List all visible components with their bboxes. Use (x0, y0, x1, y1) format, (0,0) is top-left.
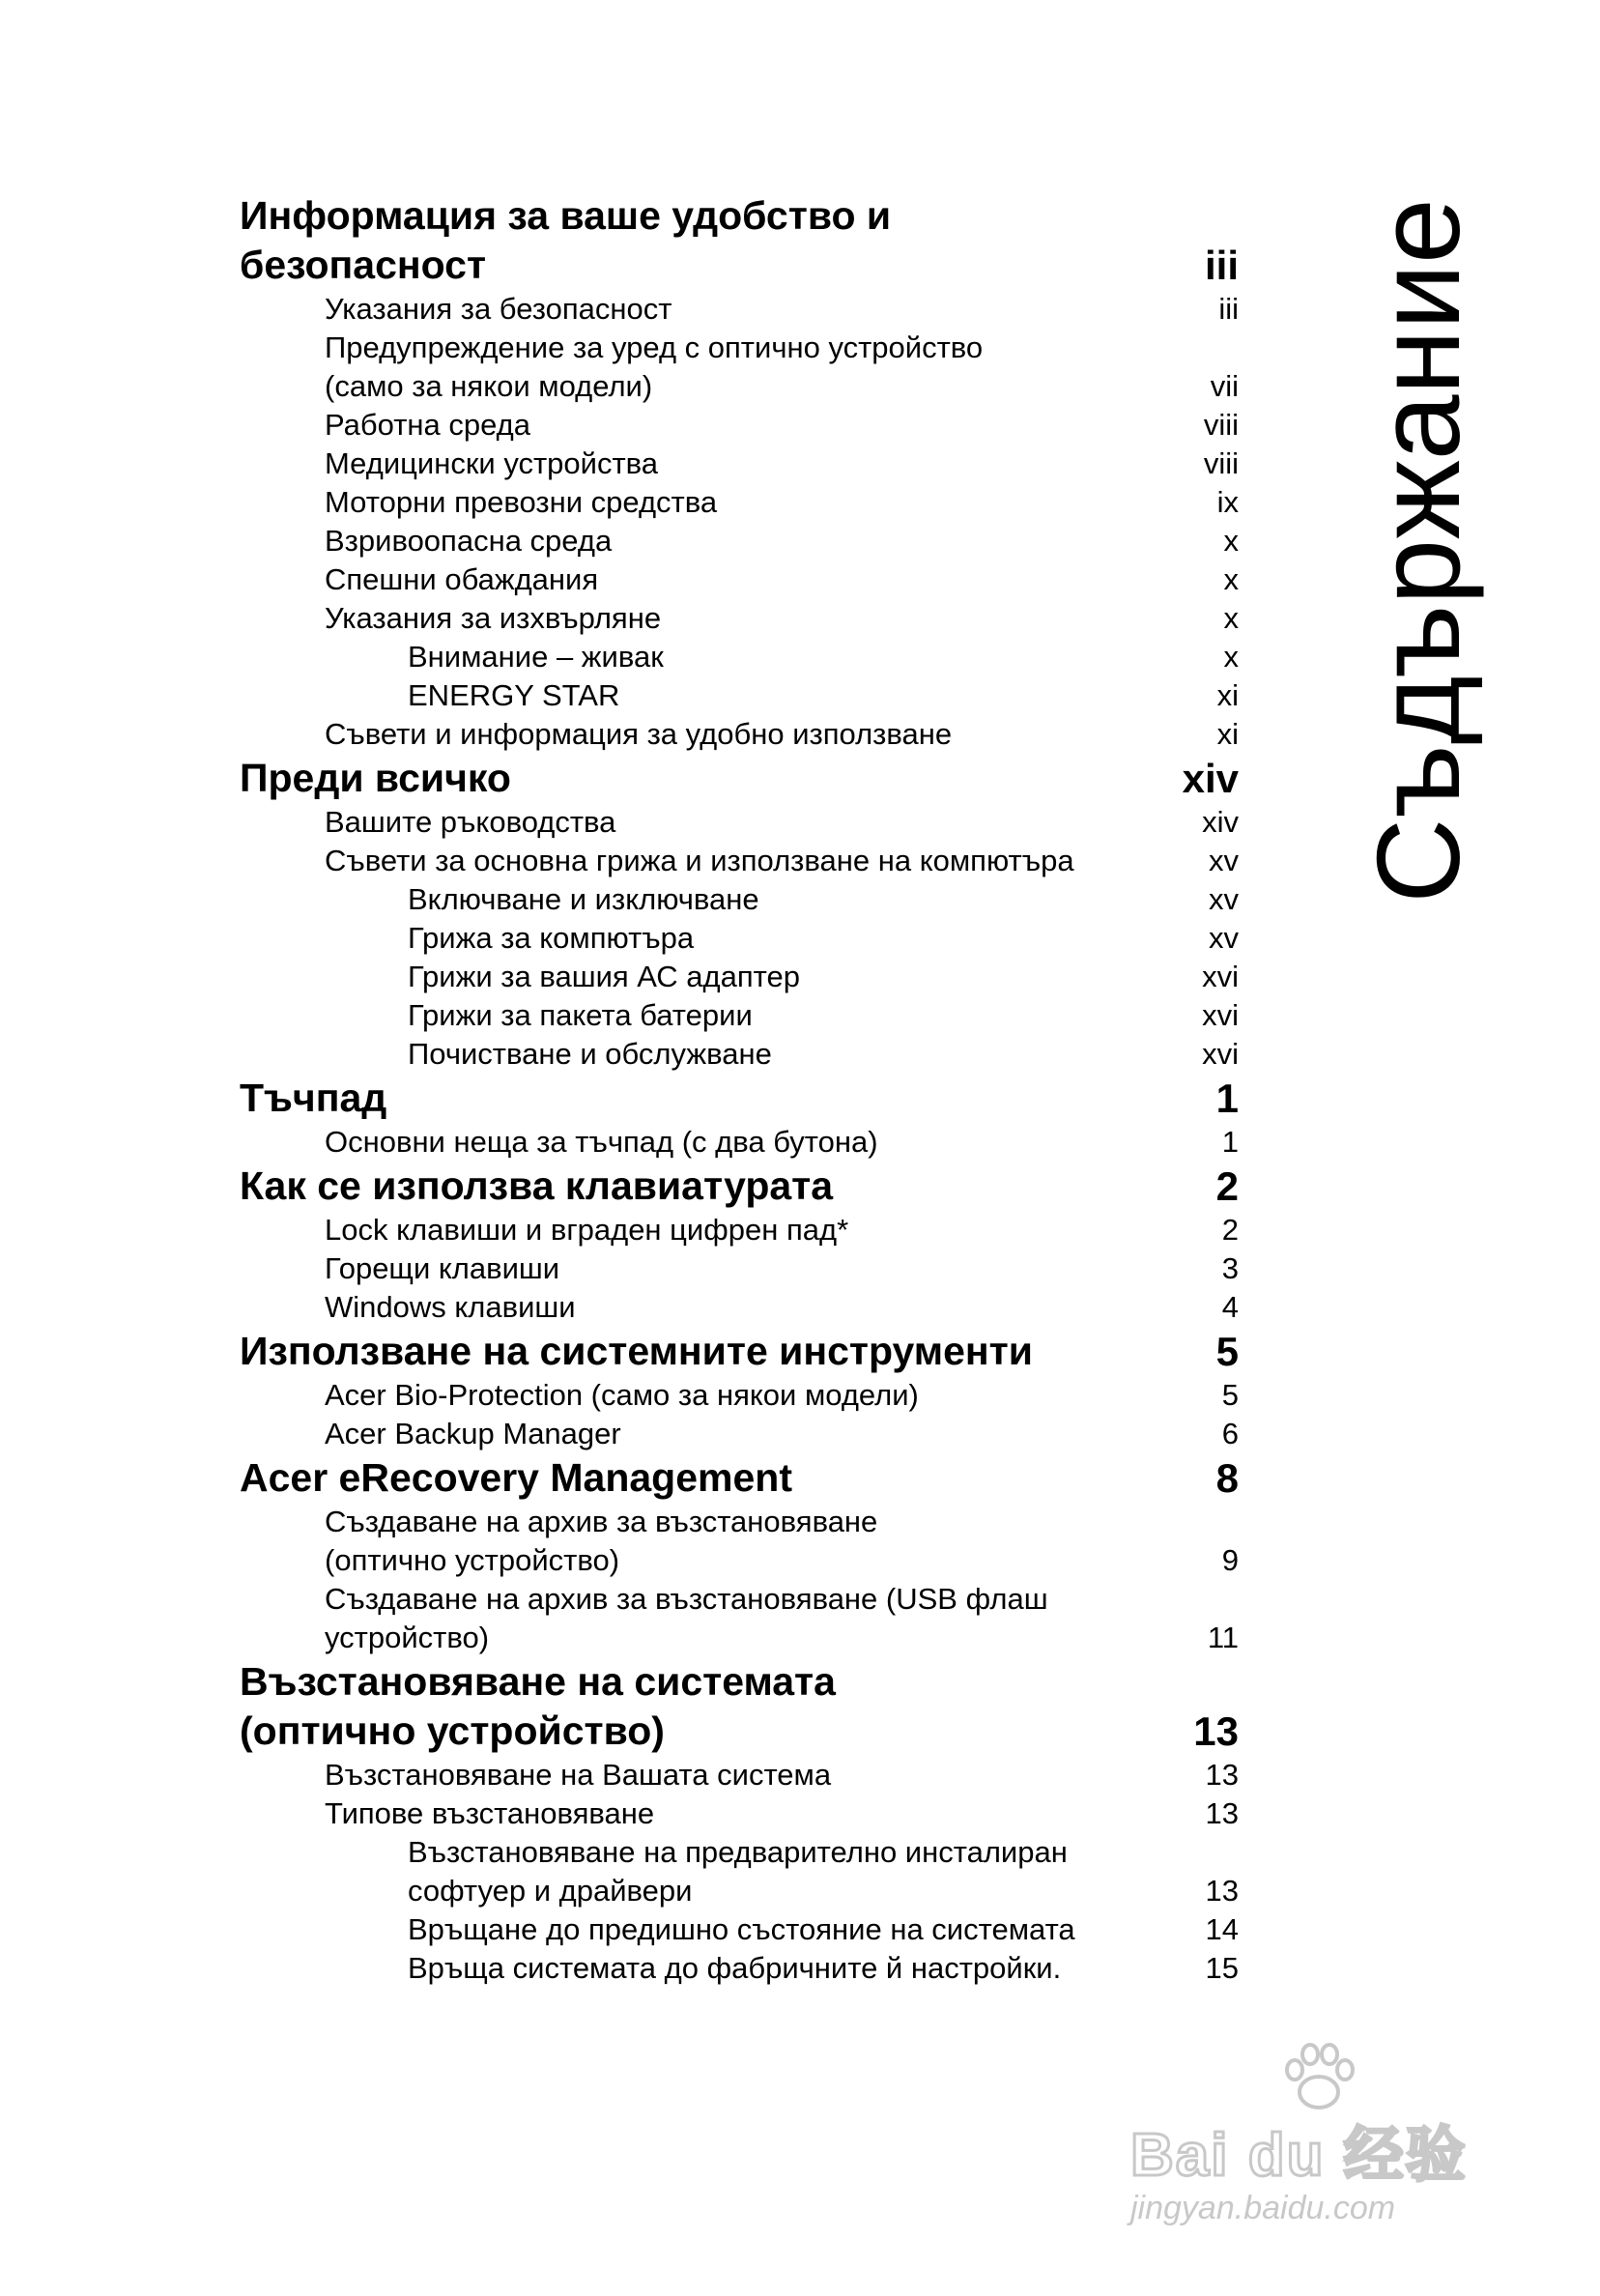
toc-entry[interactable] (240, 445, 1239, 483)
toc-entry-title: Създаване на архив за възстановяване (USB флаш устройство) (325, 1582, 1048, 1654)
toc-entry-page: xv (1209, 921, 1239, 955)
toc-entry-title: Моторни превозни средства (325, 485, 718, 519)
toc-entry-page: x (1223, 524, 1239, 558)
toc-entry-page: 8 (1215, 1455, 1239, 1501)
toc-entry-title: Работна среда (325, 408, 531, 442)
toc-entry-title: Acer Bio-Protection (само за някои модели) (325, 1378, 919, 1412)
toc-entry-title: Указания за безопасност (325, 292, 672, 326)
toc-entry[interactable] (240, 1162, 1239, 1211)
toc-entry[interactable] (240, 483, 1239, 522)
watermark-url: jingyan.baidu.com (1130, 2190, 1396, 2226)
toc-entry-title: Включване и изключване (408, 882, 759, 916)
toc-entry-title: Почистване и обслужване (408, 1037, 772, 1071)
toc-entry-page: iii (1204, 243, 1239, 288)
toc-entry[interactable] (240, 1074, 1239, 1123)
toc-entry[interactable] (240, 522, 1239, 560)
toc-entry-title: Acer eRecovery Management (240, 1455, 792, 1500)
toc-entry[interactable] (240, 1910, 1239, 1949)
toc-entry-title: Основни неща за тъчпад (с два бутона) (325, 1125, 878, 1159)
toc-entry-title: Горещи клавиши (325, 1251, 560, 1285)
toc-entry[interactable] (240, 842, 1239, 880)
toc-entry-title: Грижи за пакета батерии (408, 998, 753, 1032)
toc-entry[interactable] (240, 599, 1239, 638)
toc-entry-title: Windows клавиши (325, 1290, 576, 1324)
toc-entry[interactable] (240, 958, 1239, 996)
toc-entry[interactable] (240, 1288, 1239, 1327)
toc-entry[interactable] (240, 1949, 1239, 1988)
toc-entry-page: 5 (1215, 1329, 1239, 1374)
toc-entry-title: Възстановяване на Вашата система (325, 1758, 832, 1792)
toc-entry[interactable] (240, 1415, 1239, 1453)
toc-entry[interactable] (240, 919, 1239, 958)
paw-icon (1275, 2039, 1362, 2116)
toc-entry[interactable] (240, 1123, 1239, 1162)
toc-entry-page: xv (1209, 844, 1239, 877)
toc-entry-page: xiv (1202, 805, 1239, 839)
toc-entry[interactable] (240, 803, 1239, 842)
toc-entry-page: xvi (1202, 1037, 1239, 1071)
toc-entry[interactable] (240, 191, 1239, 290)
toc-entry-page: viii (1203, 446, 1239, 480)
toc-entry-title: Медицински устройства (325, 446, 659, 480)
toc-entry[interactable] (240, 290, 1239, 329)
toc-entry-title: Внимание – живак (408, 640, 664, 674)
toc-entry[interactable] (240, 638, 1239, 676)
toc-entry[interactable] (240, 1327, 1239, 1376)
toc-entry-title: Тъчпад (240, 1076, 387, 1120)
toc-entry-title: Вашите ръководства (325, 805, 616, 839)
toc-entry-title: Съвети и информация за удобно използване (325, 717, 953, 751)
toc-entry-page: 1 (1221, 1125, 1239, 1159)
toc-entry[interactable] (240, 1657, 1239, 1756)
toc-entry[interactable] (240, 1376, 1239, 1415)
toc-entry-page: xv (1209, 882, 1239, 916)
toc-entry-title: Типове възстановяване (325, 1796, 655, 1830)
toc-entry-page: xiv (1182, 756, 1239, 801)
toc-entry-title: Предупреждение за уред с оптично устройство (само за някои модели) (325, 330, 984, 403)
toc-entry-title: Преди всичко (240, 756, 511, 800)
chapter-title-vertical: Съдържание (1353, 198, 1484, 904)
toc-entry-page: xvi (1202, 960, 1239, 993)
toc-entry-page: vii (1210, 369, 1239, 403)
toc-entry-page: 3 (1221, 1251, 1239, 1285)
toc-entry-page: xi (1216, 678, 1239, 712)
toc-entry[interactable] (240, 1211, 1239, 1249)
toc-entry[interactable] (240, 1503, 1239, 1580)
toc-entry-page: 4 (1221, 1290, 1239, 1324)
toc-entry-title: Acer Backup Manager (325, 1417, 621, 1450)
toc-entry-page: 13 (1205, 1874, 1239, 1908)
toc-entry-page: xi (1216, 717, 1239, 751)
toc-entry-title: Възстановяване на предварително инсталиран софтуер и драйвери (408, 1835, 1068, 1908)
toc-entry[interactable] (240, 1794, 1239, 1833)
toc-entry-title: Връщане до предишно състояние на системата (408, 1912, 1075, 1946)
toc-entry-page: 5 (1221, 1378, 1239, 1412)
toc-entry-title: Създаване на архив за възстановяване (оптично устройство) (325, 1505, 878, 1577)
toc-entry-title: Възстановяване на системата (оптично устройство) (240, 1659, 836, 1753)
toc-entry[interactable] (240, 754, 1239, 803)
toc-entry-title: ENERGY STAR (408, 678, 620, 712)
toc-entry-page: x (1223, 640, 1239, 674)
toc-entry-page: 14 (1205, 1912, 1239, 1946)
toc-entry-title: Връща системата до фабричните й настройки. (408, 1951, 1062, 1985)
toc-entry-page: xvi (1202, 998, 1239, 1032)
toc-entry[interactable] (240, 676, 1239, 715)
toc-entry-page: 13 (1193, 1708, 1239, 1754)
toc-entry[interactable] (240, 560, 1239, 599)
toc-entry-page: 11 (1207, 1621, 1239, 1654)
toc-entry-page: 13 (1205, 1758, 1239, 1792)
toc-entry[interactable] (240, 1756, 1239, 1794)
toc-entry-page: 2 (1221, 1213, 1239, 1247)
toc-entry-title: Как се използва клавиатурата (240, 1163, 834, 1208)
toc-entry-title: Lock клавиши и вграден цифрен пад* (325, 1213, 849, 1247)
toc-entry[interactable] (240, 1580, 1239, 1657)
toc-entry-page: 15 (1205, 1951, 1239, 1985)
toc-entry-page: iii (1218, 292, 1239, 326)
watermark (1130, 2039, 1517, 2232)
toc-entry-title: Грижа за компютъра (408, 921, 695, 955)
toc-entry-page: 2 (1215, 1163, 1239, 1209)
toc-entry[interactable] (240, 715, 1239, 754)
toc-entry-page: x (1223, 601, 1239, 635)
toc-entry-page: 1 (1215, 1076, 1239, 1121)
toc-entry-title: Спешни обаждания (325, 562, 599, 596)
toc-entry-title: Взривоопасна среда (325, 524, 613, 558)
toc-entry-page: viii (1203, 408, 1239, 442)
toc-entry-page: 13 (1205, 1796, 1239, 1830)
toc-entry[interactable] (240, 880, 1239, 919)
watermark-brand: Bai du 经验 (1130, 2122, 1468, 2189)
toc-entry-title: Съвети за основна грижа и използване на компютъра (325, 844, 1074, 877)
toc-entry[interactable] (240, 1035, 1239, 1074)
toc-entry[interactable] (240, 1453, 1239, 1503)
toc-entry[interactable] (240, 406, 1239, 445)
toc-entry-title: Информация за ваше удобство и безопасност (240, 193, 892, 287)
toc-entry-title: Грижи за вашия АС адаптер (408, 960, 800, 993)
toc-entry-page: x (1223, 562, 1239, 596)
toc-entry-page: ix (1216, 485, 1239, 519)
toc-entry[interactable] (240, 329, 1239, 406)
toc-entry-page: 9 (1221, 1543, 1239, 1577)
toc-entry-title: Използване на системните инструменти (240, 1329, 1033, 1373)
toc-entry[interactable] (240, 996, 1239, 1035)
toc-entry[interactable] (240, 1833, 1239, 1910)
toc-entry-title: Указания за изхвърляне (325, 601, 662, 635)
toc-entry-page: 6 (1221, 1417, 1239, 1450)
toc-entry[interactable] (240, 1249, 1239, 1288)
table-of-contents (240, 191, 1239, 1988)
